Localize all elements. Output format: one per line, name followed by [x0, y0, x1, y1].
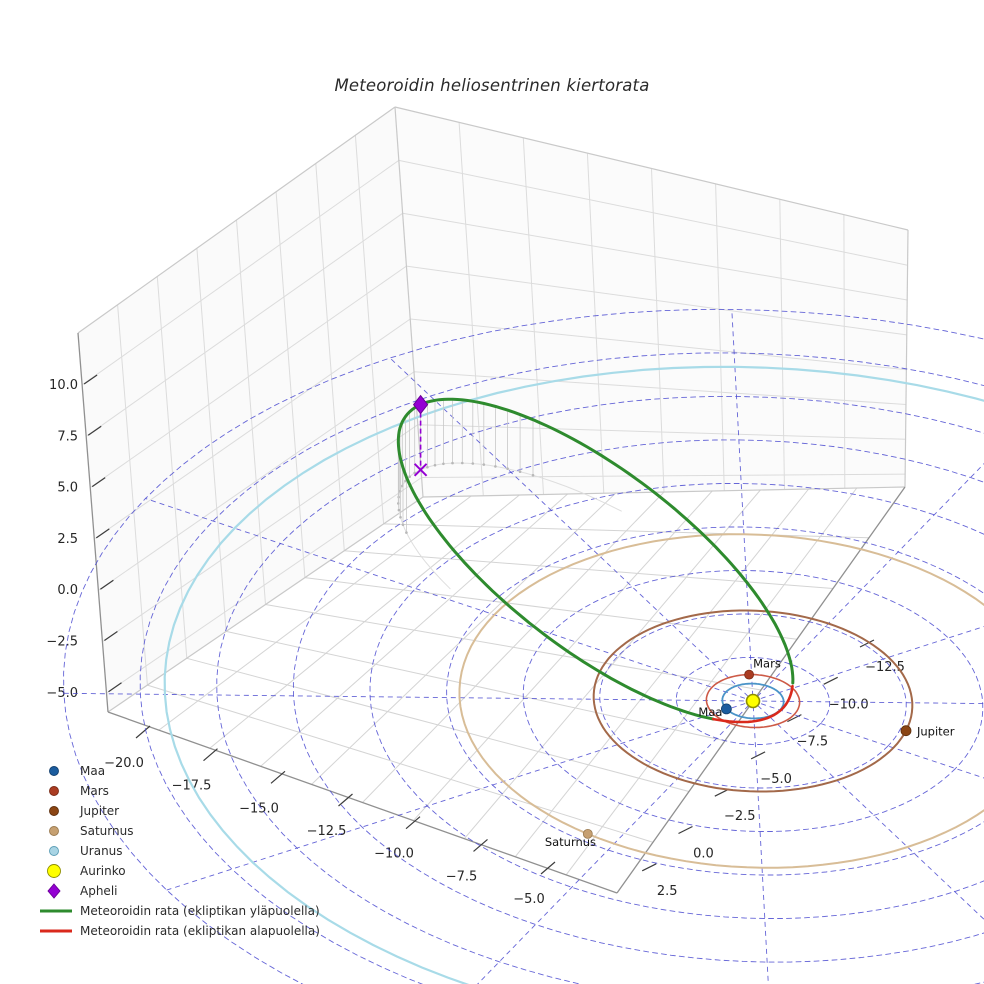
- legend-line-icon: [38, 922, 74, 940]
- legend-item-4: [38, 841, 320, 861]
- x-tick-label: −5.0: [513, 892, 545, 908]
- stem-dot: [426, 466, 429, 469]
- jupiter-label: Jupiter: [917, 724, 955, 739]
- stem-dot: [408, 475, 411, 478]
- legend-label: Uranus: [80, 844, 123, 858]
- legend-item-3: [38, 821, 320, 841]
- y-tick-label: −5.0: [760, 771, 792, 787]
- y-tick-label: −12.5: [865, 660, 905, 675]
- legend-dot-icon: [38, 782, 74, 800]
- legend-label: Jupiter: [80, 804, 120, 818]
- legend: [38, 761, 320, 941]
- stem-dot: [506, 467, 509, 470]
- z-tick-label: 2.5: [57, 531, 78, 547]
- chart-title: Meteoroidin heliosentrinen kiertorata: [334, 76, 650, 95]
- legend-dot-icon: [38, 822, 74, 840]
- z-tick-label: 7.5: [57, 429, 78, 445]
- x-tick-label: −20.0: [104, 756, 144, 771]
- legend-dot-icon: [38, 762, 74, 780]
- stem-dot: [532, 474, 535, 477]
- legend-item-2: [38, 801, 320, 821]
- polar-circle: [370, 484, 984, 919]
- z-tick-label: 0.0: [57, 583, 78, 599]
- legend-line-icon: [38, 902, 74, 920]
- stem-dot: [483, 463, 486, 466]
- x-tick-label: −15.0: [239, 801, 279, 817]
- jupiter-marker: [901, 726, 911, 736]
- polar-spoke: [762, 701, 984, 709]
- stem-dot: [398, 509, 401, 512]
- stem-dot: [451, 462, 454, 465]
- stem-dot: [405, 531, 408, 534]
- maa-label: Maa: [698, 704, 723, 719]
- sun-marker: [747, 695, 760, 708]
- mars-marker: [745, 670, 754, 679]
- legend-item-5: [38, 861, 320, 881]
- stem-dot: [519, 470, 522, 473]
- maa-marker: [721, 704, 731, 714]
- legend-label: Apheli: [80, 884, 118, 898]
- legend-label: Aurinko: [80, 864, 126, 878]
- stem-dot: [442, 463, 445, 466]
- x-tick-label: −7.5: [445, 869, 478, 885]
- x-tick-label: −17.5: [171, 778, 212, 794]
- legend-item-0: [38, 761, 320, 781]
- polar-spoke: [753, 706, 774, 984]
- stem-dot: [461, 462, 464, 465]
- legend-dot-icon: [38, 802, 74, 820]
- stem-dot: [494, 465, 497, 468]
- y-tick-label: 2.5: [656, 883, 678, 899]
- x-tick-label: −12.5: [306, 824, 347, 840]
- saturnus-label: Saturnus: [544, 834, 597, 849]
- legend-label: Meteoroidin rata (ekliptikan alapuolella): [80, 924, 320, 938]
- y-tick-label: −7.5: [796, 734, 829, 750]
- legend-dot-icon: [38, 842, 74, 860]
- z-tick-label: −5.0: [46, 685, 78, 701]
- stem-dot: [402, 524, 405, 527]
- legend-label: Maa: [80, 764, 106, 778]
- legend-label: Meteoroidin rata (ekliptikan yläpuolella): [80, 904, 320, 918]
- y-tick-label: −2.5: [724, 809, 756, 825]
- legend-item-8: [38, 921, 320, 941]
- legend-label: Mars: [80, 784, 109, 798]
- x-tick-label: −10.0: [374, 846, 414, 862]
- y-tick-label: −10.0: [828, 697, 869, 713]
- z-tick-label: −2.5: [46, 634, 78, 650]
- legend-item-7: [38, 901, 320, 921]
- z-tick-label: 5.0: [57, 480, 78, 496]
- stem-dot: [434, 464, 437, 467]
- mars-label: Mars: [753, 656, 781, 671]
- stem-dot: [399, 516, 402, 519]
- legend-item-6: [38, 881, 320, 901]
- legend-diamond-icon: [38, 882, 74, 900]
- legend-dot-icon: [38, 862, 74, 880]
- legend-label: Saturnus: [80, 824, 134, 838]
- z-tick-label: 10.0: [49, 378, 78, 393]
- stem-dot: [472, 462, 475, 465]
- legend-item-1: [38, 778, 320, 801]
- y-tick-label: 0.0: [693, 846, 714, 862]
